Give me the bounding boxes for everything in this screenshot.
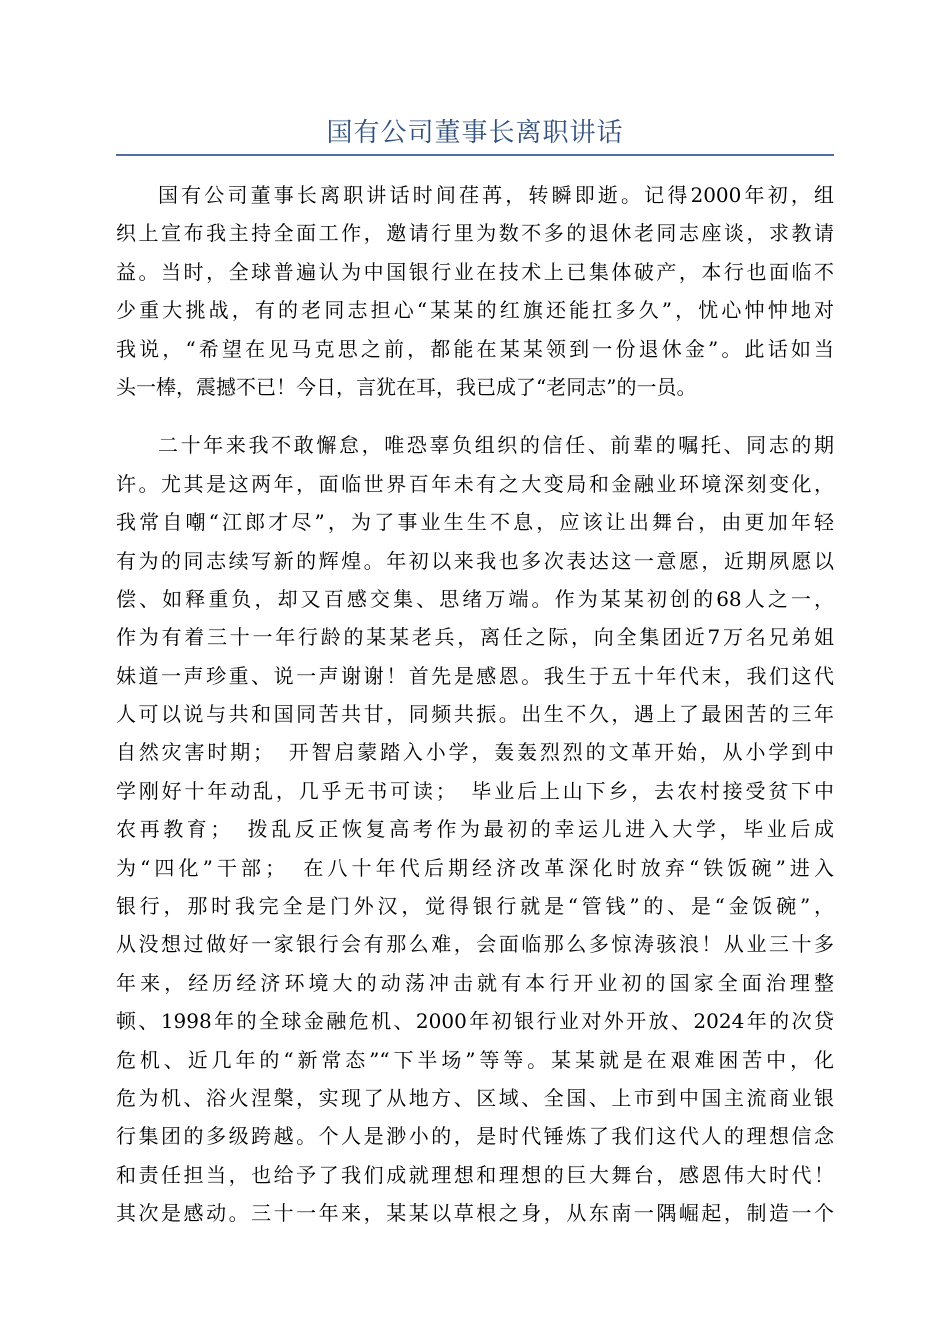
paragraph-line: 自然灾害时期； 开智启蒙踏入小学，轰轰烈烈的文革开始，从小学到中 [116, 740, 834, 765]
paragraph-line: 银行，那时我完全是门外汉，觉得银行就是“管钱”的、是“金饭碗”， [116, 894, 834, 919]
paragraph-line: 织上宣布我主持全面工作，邀请行里为数不多的退休老同志座谈，求教请 [116, 221, 834, 246]
paragraph-line: 其次是感动。三十一年来，某某以草根之身，从东南一隅崛起，制造一个 [116, 1201, 834, 1226]
paragraph-line: 学刚好十年动乱，几乎无书可读； 毕业后上山下乡，去农村接受贫下中 [116, 778, 834, 803]
paragraph-line: 人可以说与共和国同苦共甘，同频共振。出生不久，遇上了最困苦的三年 [116, 702, 834, 727]
paragraph-line: 为“四化”干部； 在八十年代后期经济改革深化时放弃“铁饭碗”进入 [116, 855, 834, 880]
paragraph-line: 顿、1998年的全球金融危机、2000年初银行业对外开放、2024年的次贷 [116, 1009, 834, 1034]
paragraph-line: 国有公司董事长离职讲话时间荏苒，转瞬即逝。记得2000年初，组 [158, 183, 834, 207]
paragraph-line: 偿、如释重负，却又百感交集、思绪万端。作为某某初创的68人之一， [116, 586, 834, 611]
paragraph-line: 从没想过做好一家银行会有那么难，会面临那么多惊涛骇浪！从业三十多 [116, 932, 834, 957]
paragraph-line: 益。当时，全球普遍认为中国银行业在技术上已集体破产，本行也面临不 [116, 259, 834, 284]
paragraph-line: 我说，“希望在见马克思之前，都能在某某领到一份退休金”。此话如当 [116, 336, 834, 361]
paragraph-line: 许。尤其是这两年，面临世界百年未有之大变局和金融业环境深刻变化， [116, 471, 834, 496]
paragraph-line: 妹道一声珍重、说一声谢谢！首先是感恩。我生于五十年代末，我们这代 [116, 663, 834, 688]
paragraph-line: 危为机、浴火涅槃，实现了从地方、区域、全国、上市到中国主流商业银 [116, 1085, 834, 1110]
paragraph-line: 二十年来我不敢懈怠，唯恐辜负组织的信任、前辈的嘱托、同志的期 [158, 433, 834, 458]
paragraph-spacer [116, 406, 834, 426]
paragraph-line: 我常自嘲“江郎才尽”，为了事业生生不息，应该让出舞台，由更加年轻 [116, 510, 834, 535]
title-underline [116, 154, 834, 156]
document-title: 国有公司董事长离职讲话 [326, 118, 624, 148]
paragraph-line: 行集团的多级跨越。个人是渺小的，是时代锤炼了我们这代人的理想信念 [116, 1124, 834, 1149]
paragraph-line: 有为的同志续写新的辉煌。年初以来我也多次表达这一意愿，近期夙愿以 [116, 548, 834, 573]
paragraph-line: 年来，经历经济环境大的动荡冲击就有本行开业初的国家全面治理整 [116, 970, 834, 995]
paragraph-line: 危机、近几年的“新常态”“下半场”等等。某某就是在艰难困苦中，化 [116, 1047, 834, 1072]
paragraph-line: 和责任担当，也给予了我们成就理想和理想的巨大舞台，感恩伟大时代！ [116, 1162, 834, 1187]
paragraph-1 [116, 176, 834, 406]
paragraph-2 [116, 426, 834, 1232]
paragraph-line: 农再教育； 拨乱反正恢复高考作为最初的幸运儿进入大学，毕业后成 [116, 817, 834, 842]
document-body [116, 176, 834, 1233]
paragraph-line: 头一棒，震撼不已！今日，言犹在耳，我已成了“老同志”的一员。 [116, 374, 697, 399]
paragraph-line: 作为有着三十一年行龄的某某老兵，离任之际，向全集团近7万名兄弟姐 [116, 625, 834, 650]
paragraph-line: 少重大挑战，有的老同志担心“某某的红旗还能扛多久”，忧心忡忡地对 [116, 298, 834, 323]
